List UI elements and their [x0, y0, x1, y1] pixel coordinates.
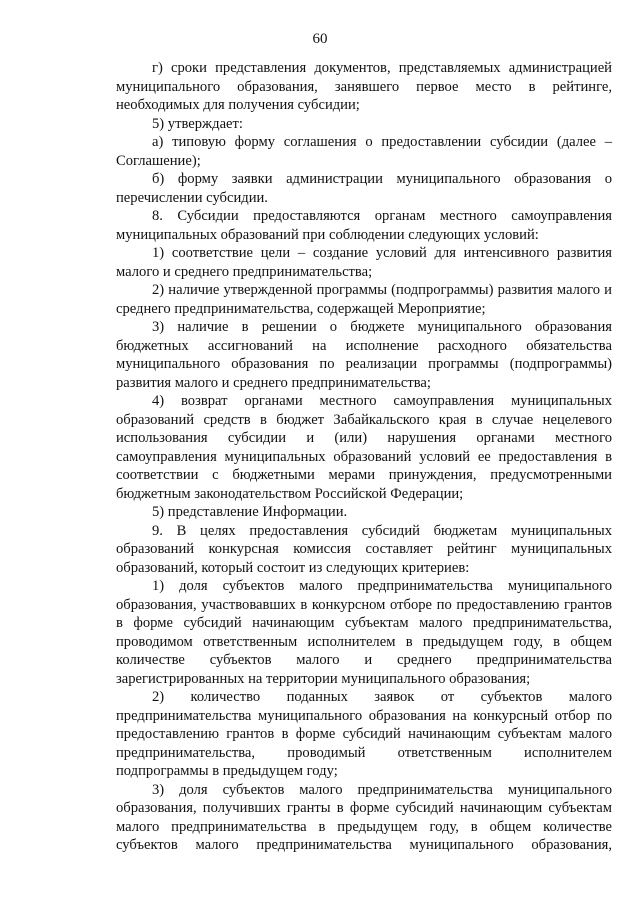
- paragraph-criterion-1: 1) доля субъектов малого предпринимательства муниципального образования, участвовавших в конкурсном отборе по предоставлению грантов в форме субсидий начинающим субъектам малого предпринимательства, проводимом ответственным исполнителем в предыдущем году, в общем количестве субъектов малого и среднего предпринимательства зарегистрированных на территории муниципального образования;: [116, 578, 612, 687]
- paragraph-approves: 5) утверждает:: [152, 115, 243, 132]
- paragraph-item-b: б) форму заявки администрации муниципального образования о перечислении субсидии.: [116, 171, 612, 206]
- paragraph-condition-2: 2) наличие утвержденной программы (подпрограммы) развития малого и среднего предпринимательства, содержащей Мероприятие;: [116, 282, 612, 317]
- document-body: [116, 59, 612, 855]
- paragraph-section-8: 8. Субсидии предоставляются органам местного самоуправления муниципальных образований при соблюдении следующих условий:: [116, 208, 612, 243]
- paragraph-criterion-2: 2) количество поданных заявок от субъектов малого предпринимательства муниципального образования на конкурсный отбор по предоставлению грантов в форме субсидий начинающим субъектам малого предпринимательства, проводимый ответственным исполнителем подпрограммы в предыдущем году;: [116, 689, 612, 779]
- paragraph-condition-3: 3) наличие в решении о бюджете муниципального образования бюджетных ассигнований на исполнение расходного обязательства муниципального образования по реализации программы (подпрограммы) развития малого и среднего предпринимательства;: [116, 319, 612, 391]
- paragraph-condition-1: 1) соответствие цели – создание условий для интенсивного развития малого и среднего предпринимательства;: [116, 245, 612, 280]
- paragraph-condition-4: 4) возврат органами местного самоуправления муниципальных образований средств в бюджет Забайкальского края в случае нецелевого использования субсидии и (или) нарушения органами местного самоуправления муниципальных образований условий ее предоставления в соответствии с бюджетными мерами принуждения, предусмотренными бюджетным законодательством Российской Федерации;: [116, 393, 612, 502]
- paragraph-section-9: 9. В целях предоставления субсидий бюджетам муниципальных образований конкурсная комиссия составляет рейтинг муниципальных образований, который состоит из следующих критериев:: [116, 522, 612, 576]
- page-number: 60: [312, 31, 328, 47]
- paragraph-criterion-3: 3) доля субъектов малого предпринимательства муниципального образования, получивших гранты в форме субсидий начинающим субъектам малого предпринимательства в предыдущем году, в общем количестве субъектов малого предпринимательства муниципального образования,: [116, 781, 612, 853]
- paragraph-condition-5: 5) представление Информации.: [152, 504, 348, 520]
- paragraph-item-a: а) типовую форму соглашения о предоставлении субсидии (далее – Соглашение);: [116, 134, 612, 169]
- paragraph-item-g: г) сроки представления документов, представляемых администрацией муниципального образования, занявшего первое место в рейтинге, необходимых для получения субсидии;: [116, 60, 612, 113]
